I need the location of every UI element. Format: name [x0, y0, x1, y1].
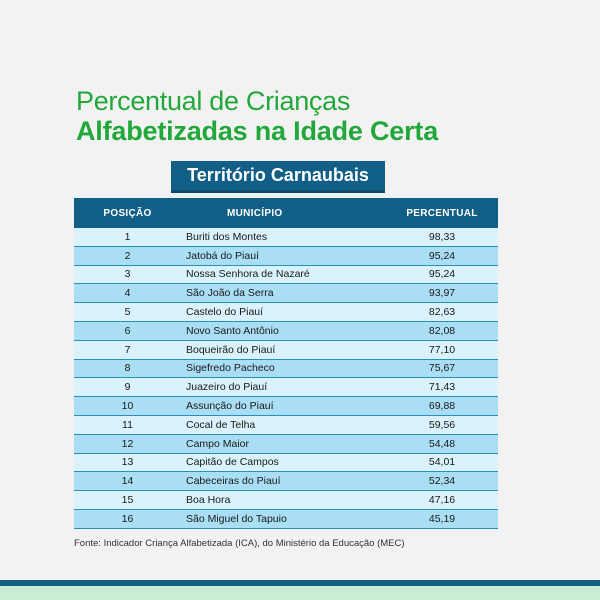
cell-position: 9: [74, 378, 181, 397]
table-row: [74, 321, 498, 340]
cell-municipality: Campo Maior: [181, 434, 386, 453]
cell-percentage: 69,88: [386, 397, 498, 416]
cell-position: 11: [74, 415, 181, 434]
cell-position: 13: [74, 453, 181, 472]
cell-percentage: 77,10: [386, 340, 498, 359]
cell-municipality: Sigefredo Pacheco: [181, 359, 386, 378]
cell-position: 7: [74, 340, 181, 359]
cell-position: 14: [74, 472, 181, 491]
header-municipality: MUNICÍPIO: [181, 198, 386, 228]
cell-municipality: Capitão de Campos: [181, 453, 386, 472]
table-row: [74, 340, 498, 359]
table-row: [74, 509, 498, 528]
cell-percentage: 75,67: [386, 359, 498, 378]
cell-position: 4: [74, 284, 181, 303]
ranking-table: [74, 198, 498, 529]
title-line-2: Alfabetizadas na Idade Certa: [76, 116, 439, 146]
cell-position: 2: [74, 246, 181, 265]
table-row: [74, 472, 498, 491]
table-header-row: [74, 198, 498, 228]
cell-percentage: 52,34: [386, 472, 498, 491]
table-row: [74, 378, 498, 397]
cell-position: 16: [74, 509, 181, 528]
cell-municipality: Boqueirão do Piauí: [181, 340, 386, 359]
cell-municipality: Nossa Senhora de Nazaré: [181, 265, 386, 284]
cell-position: 1: [74, 228, 181, 246]
cell-municipality: Jatobá do Piauí: [181, 246, 386, 265]
cell-position: 8: [74, 359, 181, 378]
cell-percentage: 93,97: [386, 284, 498, 303]
table-row: [74, 491, 498, 510]
cell-position: 3: [74, 265, 181, 284]
cell-percentage: 82,63: [386, 303, 498, 322]
cell-percentage: 54,01: [386, 453, 498, 472]
cell-percentage: 59,56: [386, 415, 498, 434]
header-percentage: PERCENTUAL: [386, 198, 498, 228]
title-line-1: Percentual de Crianças: [76, 86, 351, 116]
table-row: [74, 246, 498, 265]
table-row: [74, 415, 498, 434]
cell-percentage: 95,24: [386, 265, 498, 284]
cell-municipality: Novo Santo Antônio: [181, 321, 386, 340]
cell-municipality: Cocal de Telha: [181, 415, 386, 434]
header-position: POSIÇÃO: [74, 198, 181, 228]
footer-bar-green: [0, 586, 600, 600]
cell-percentage: 98,33: [386, 228, 498, 246]
cell-position: 5: [74, 303, 181, 322]
table-row: [74, 434, 498, 453]
table-row: [74, 303, 498, 322]
cell-municipality: Castelo do Piauí: [181, 303, 386, 322]
cell-position: 15: [74, 491, 181, 510]
table-row: [74, 359, 498, 378]
cell-municipality: Cabeceiras do Piauí: [181, 472, 386, 491]
cell-municipality: Juazeiro do Piauí: [181, 378, 386, 397]
cell-percentage: 95,24: [386, 246, 498, 265]
table-row: [74, 397, 498, 416]
table-row: [74, 453, 498, 472]
page-title: [76, 86, 438, 146]
cell-municipality: Buriti dos Montes: [181, 228, 386, 246]
table-row: [74, 265, 498, 284]
cell-municipality: São Miguel do Tapuio: [181, 509, 386, 528]
cell-municipality: São João da Serra: [181, 284, 386, 303]
cell-position: 12: [74, 434, 181, 453]
cell-percentage: 54,48: [386, 434, 498, 453]
cell-position: 6: [74, 321, 181, 340]
source-note: Fonte: Indicador Criança Alfabetizada (ICA), do Ministério da Educação (MEC): [74, 538, 405, 549]
cell-percentage: 82,08: [386, 321, 498, 340]
table-row: [74, 284, 498, 303]
cell-municipality: Boa Hora: [181, 491, 386, 510]
cell-position: 10: [74, 397, 181, 416]
table-row: [74, 228, 498, 246]
cell-percentage: 45,19: [386, 509, 498, 528]
cell-percentage: 71,43: [386, 378, 498, 397]
cell-municipality: Assunção do Piauí: [181, 397, 386, 416]
cell-percentage: 47,16: [386, 491, 498, 510]
territory-label: Território Carnaubais: [171, 161, 385, 193]
